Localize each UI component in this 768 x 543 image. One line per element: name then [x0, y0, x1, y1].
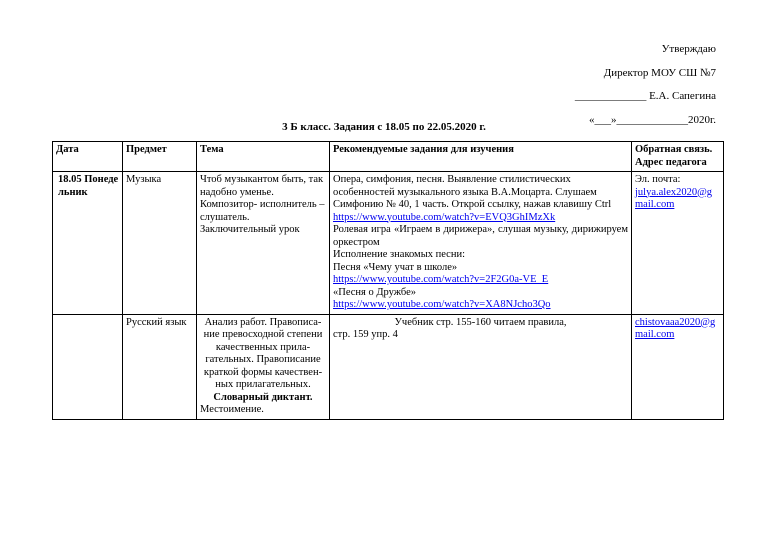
row1-task-song1: Песня «Чему учат в школе» — [333, 261, 458, 273]
assignments-table — [52, 141, 724, 420]
row2-feedback — [632, 314, 724, 419]
approval-line-date: «___»_____________2020г. — [588, 113, 716, 126]
row2-topic-line: ных прилагательных. — [215, 379, 311, 390]
row1-feedback — [632, 172, 724, 315]
row2-topic-line: Местоимение. — [200, 404, 264, 415]
approval-line-director: Директор МОУ СШ №7 — [603, 66, 716, 79]
header-tasks: Рекомендуемые задания для изучения — [330, 142, 632, 172]
row2-topic-line: качественных прила- — [215, 341, 311, 353]
row2-date — [53, 314, 123, 419]
table-row — [53, 314, 724, 419]
row1-task-role-play: Ролевая игра «Играем в дирижера», слушая музыку, дирижируем оркестром — [333, 224, 628, 248]
document-title: 3 Б класс. Задания с 18.05 по 22.05.2020 г. — [282, 121, 486, 133]
row2-topic-line: Анализ работ. Правописа- — [204, 316, 322, 328]
row2-topic — [197, 314, 330, 419]
row2-topic-line: гательных. Правописание — [205, 354, 321, 365]
row1-link-song1[interactable]: https://www.youtube.com/watch?v=2F2G0a-VE_E — [333, 274, 549, 285]
table-header-row — [53, 142, 724, 172]
row1-task-songs: Исполнение знакомых песни: — [333, 249, 465, 260]
header-feedback: Обратная связь. Адрес педагога — [632, 142, 724, 172]
approval-line-approve: Утверждаю — [661, 43, 716, 55]
row1-email-link[interactable]: julya.alex2020@gmail.com — [635, 186, 713, 210]
row2-email-link[interactable]: chistovaaa2020@gmail.com — [635, 316, 716, 340]
row2-subject: Русский язык — [123, 314, 197, 419]
row2-task-text: Учебник стр. 155-160 читаем правила, — [394, 316, 567, 328]
approval-line-signature: _____________ Е.А. Сапегина — [574, 90, 716, 102]
row1-feedback-label: Эл. почта: — [635, 174, 681, 185]
row2-topic-line: краткой формы качествен- — [203, 366, 323, 378]
row1-task-song2: «Песня о Дружбе» — [333, 286, 416, 298]
row1-topic: Чтоб музыкантом быть, так надобно уменье. Композитор- исполнитель –слушатель. Заключительный урок — [197, 172, 330, 315]
row1-subject: Музыка — [123, 172, 197, 315]
row2-topic-dictation: Словарный диктант. — [213, 391, 313, 403]
row1-task-text: Опера, симфония, песня. Выявление стилистических особенностей музыкального языка В.А.Моцарта. Слушаем Симфонию № 40, 1 часть. Открой ссылку, нажав клавишу Ctrl — [333, 174, 612, 210]
header-date: Дата — [53, 142, 123, 172]
row2-topic-line: ние превосходной степени — [203, 329, 323, 340]
row1-link-symphony[interactable]: https://www.youtube.com/watch?v=EVQ3GhIMzXk — [333, 211, 556, 223]
header-subject: Предмет — [123, 142, 197, 172]
row1-date: 18.05 Понедельник — [53, 172, 123, 315]
row2-tasks — [330, 314, 632, 419]
row2-task-exercise: стр. 159 упр. 4 — [333, 329, 398, 340]
approval-block — [575, 38, 716, 132]
header-topic: Тема — [197, 142, 330, 172]
row1-link-song2[interactable]: https://www.youtube.com/watch?v=XA8NJcho3Qo — [333, 299, 551, 310]
table-row — [53, 172, 724, 315]
row1-tasks — [330, 172, 632, 315]
